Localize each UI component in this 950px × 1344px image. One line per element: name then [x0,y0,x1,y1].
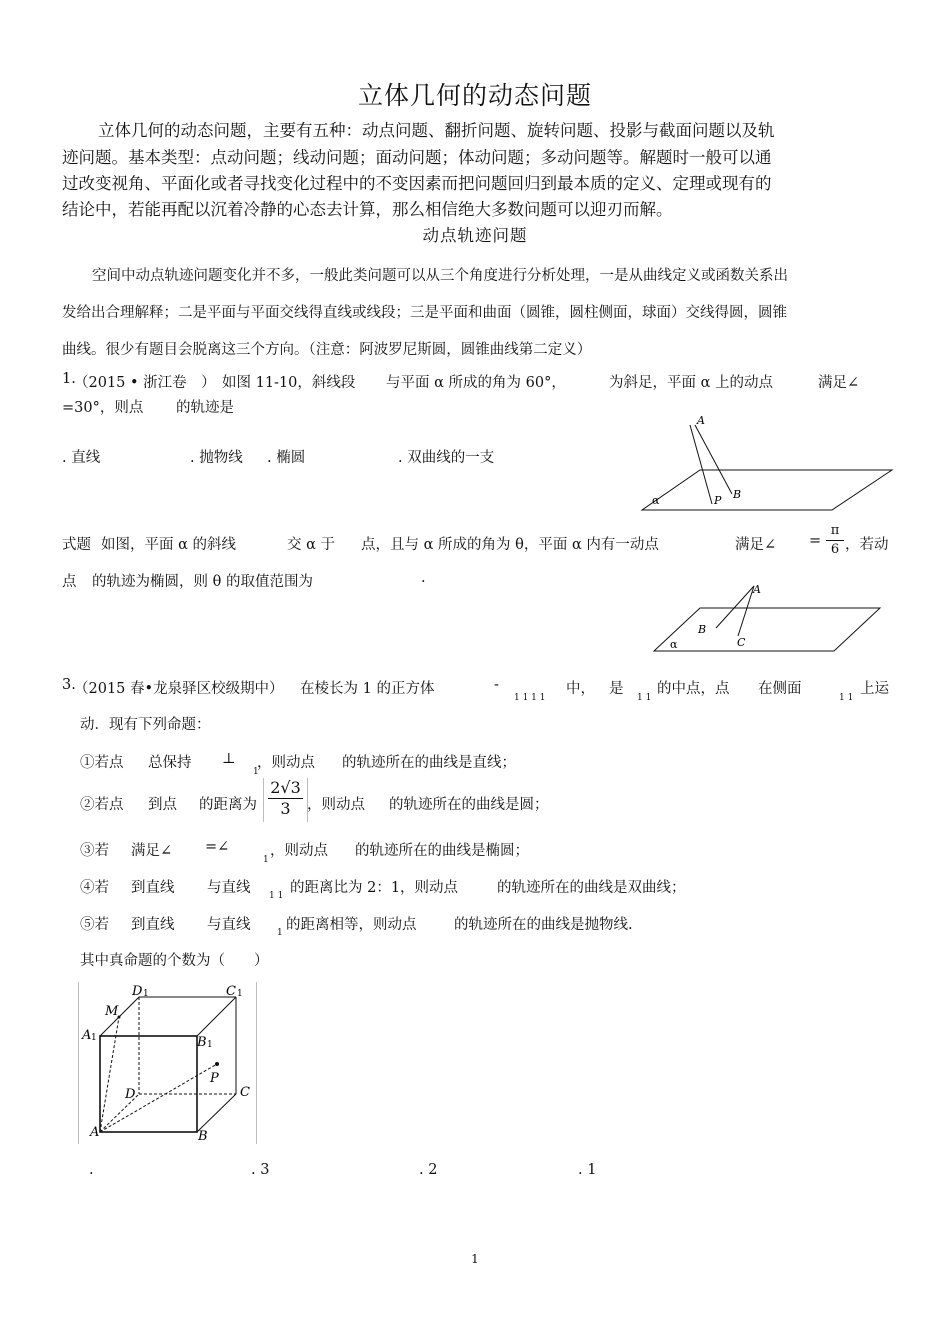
q3-p1b: 总保持 [148,755,192,771]
q1-label-p: P [714,494,722,507]
q3-p1d: ，则动点 [257,755,315,771]
q2-t1: 式题 [62,537,91,553]
intro-line-2: 迹问题。基本类型：点动问题；线动问题；面动问题；体动问题；多动问题等。解题时一般可以通 [62,148,772,167]
q2-t4: 点，且与 α 所成的角为 θ，平面 α 内有一动点 [361,537,659,553]
q3-p5a: ⑤若 [80,917,109,933]
q2-label-a: A [753,583,761,596]
q3-t6: 在侧面 [758,681,802,697]
q1-number: 1. [62,371,76,387]
q3-ask: 其中真命题的个数为（ ） [80,953,269,969]
q2-label-c: C [737,636,746,649]
q1-label-a: A [697,414,705,427]
q3-option-a: . [89,1162,94,1178]
q3-number: 3. [62,677,76,693]
q3-p2d: ，则动点 [307,797,365,813]
q3-p2-num: 2√3 [270,778,301,797]
q3-p4b: 到直线 [131,880,175,896]
q3-t1: 在棱长为 1 的正方体 [300,681,435,697]
cube-label-d1: D [132,984,143,999]
q3-p1c: ⊥ [222,751,236,767]
q3-sub1: 1 1 1 1 [514,693,546,703]
q2-frac-num: π [830,523,840,538]
q3-p1sub: 1 [253,767,259,777]
q3-p4sub: 1 1 [269,891,284,901]
q3-p3c: =∠ [205,839,230,855]
q1-line2: =30°，则点 [62,400,144,416]
q2-t2: 如图，平面 α 的斜线 [101,537,237,553]
cube-label-c: C [240,1085,250,1100]
q2-label-b: B [698,623,707,636]
q3-p5d: 的距离相等，则动点 [286,917,417,933]
q3-p3sub: 1 [263,855,269,865]
q3-option-b: . 3 [251,1162,270,1178]
q3-p3d: ，则动点 [270,843,328,859]
cube-label-a: A [90,1125,100,1140]
q3-p5b: 到直线 [131,917,175,933]
q3-sub3: 1 1 [839,693,854,703]
q3-t2: - [494,677,499,693]
section-para-line-2: 发给出合理解释；二是平面与平面交线得直线或线段；三是平面和曲面（圆锥，圆柱侧面，球面）交线得圆，圆锥 [62,305,787,321]
q1-text-b: 与平面 α 所成的角为 60°， [386,375,566,391]
q3-p2-fraction [263,778,308,822]
q3-source: （2015 春•龙泉驿区校级期中） [74,681,284,697]
cube-sub-b1: 1 [207,1040,213,1050]
intro-line-3: 过改变视角、平面化或者寻找变化过程中的不变因素而把问题回归到最本质的定义、定理或现有的 [62,174,772,193]
q3-t4: 是 [609,681,624,697]
q2-line2a: 点 [62,574,77,590]
q1-label-alpha: α [652,494,660,507]
q3-p4c: 与直线 [207,880,251,896]
q1-source: （2015 • 浙江卷 ） [74,375,216,391]
section-para-line-1: 空间中动点轨迹问题变化并不多，一般此类问题可以从三个角度进行分析处理，一是从曲线定义或函数关系出 [92,268,788,284]
q1-line2b: 的轨迹是 [176,400,234,416]
q2-fraction-pi-6 [826,522,844,559]
q2-t3: 交 α 于 [287,537,336,553]
q3-p1a: ①若点 [80,755,124,771]
q3-p2-den: 3 [268,798,303,819]
q2-label-alpha: α [670,638,678,651]
q1-figure [630,408,900,516]
cube-label-b: B [198,1129,208,1144]
q3-option-d: . 1 [578,1162,597,1178]
cube-label-m: M [105,1004,119,1019]
cube-sub-c1: 1 [237,989,243,999]
q1-text-a: 如图 11-10，斜线段 [222,375,356,391]
intro-line-1: 立体几何的动态问题，主要有五种：动点问题、翻折问题、旋转问题、投影与截面问题以及轨 [98,121,775,140]
q3-option-c: . 2 [419,1162,438,1178]
cube-label-c1: C [226,984,236,999]
q3-t3: 中， [566,681,595,697]
cube-sub-a1: 1 [91,1033,97,1043]
q3-p2a: ②若点 [80,797,124,813]
q3-t7: 上运 [860,681,889,697]
q3-p5c: 与直线 [207,917,251,933]
cube-label-p: P [210,1071,219,1086]
q2-line2b: 的轨迹为椭圆，则 θ 的取值范围为 [92,574,313,590]
q3-p2b: 到点 [148,797,177,813]
q1-option-b: . 抛物线 [190,450,243,466]
q3-p4a: ④若 [80,880,109,896]
intro-line-4: 结论中，若能再配以沉着冷静的心态去计算，那么相信绝大多数问题可以迎刃而解。 [62,200,673,219]
q3-p4e: 的轨迹所在的曲线是双曲线； [497,880,686,896]
q2-t6: ，若动 [845,537,889,553]
q3-cube-figure [78,982,258,1144]
cube-label-b1: B [197,1035,207,1050]
q3-p2c: 的距离为 [199,797,257,813]
q3-p3e: 的轨迹所在的曲线是椭圆； [355,843,529,859]
page-number: 1 [471,1252,479,1266]
cube-label-d: D [125,1087,136,1102]
q1-option-c: . 椭圆 [267,450,306,466]
page-title: 立体几何的动态问题 [357,81,592,110]
q3-p2e: 的轨迹所在的曲线是圆； [389,797,549,813]
section-heading: 动点轨迹问题 [422,226,528,245]
section-para-line-3: 曲线。很少有题目会脱离这三个方向。（注意：阿波罗尼斯圆，圆锥曲线第二定义） [62,342,592,358]
q2-figure [640,578,890,654]
q3-p1e: 的轨迹所在的曲线是直线； [342,755,516,771]
q3-line2: 动．现有下列命题： [80,717,211,733]
q1-option-a: . 直线 [62,450,101,466]
q2-frac-den: 6 [826,540,844,559]
q3-t5: 的中点，点 [657,681,730,697]
q2-t5: 满足∠ [735,537,777,553]
cube-label-a1: A [82,1028,92,1043]
q3-p3a: ③若 [80,843,109,859]
q1-text-c: 为斜足，平面 α 上的动点 [609,375,774,391]
q2-equals: = [809,533,822,549]
q2-line2c: . [421,570,426,586]
q3-p3b: 满足∠ [131,843,173,859]
q3-sub2: 1 1 [637,693,652,703]
q1-option-d: . 双曲线的一支 [398,450,495,466]
q3-p5e: 的轨迹所在的曲线是抛物线. [454,917,633,933]
q3-p5sub: 1 [277,928,283,938]
q1-text-d: 满足∠ [818,375,860,391]
q3-p4d: 的距离比为 2：1，则动点 [290,880,459,896]
cube-sub-d1: 1 [143,989,149,999]
q1-label-b: B [733,488,742,501]
